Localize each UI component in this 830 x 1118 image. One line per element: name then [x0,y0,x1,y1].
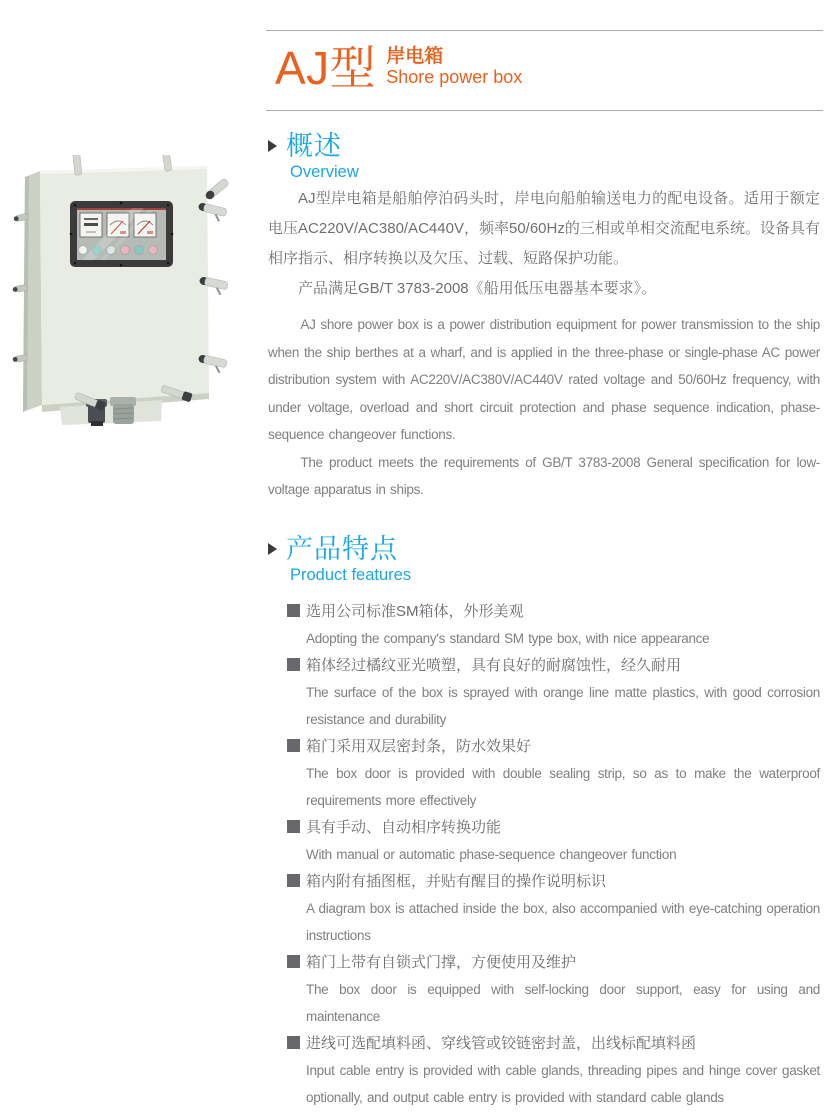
product-name-en: Shore power box [386,67,523,87]
feature-item [287,868,820,949]
bullet-square-icon [287,820,300,833]
divider-under-title [266,110,823,111]
bullet-square-icon [287,955,300,968]
feature-item [287,1030,820,1111]
divider-top [266,30,823,31]
feature-cn: 选用公司标准SM箱体，外形美观 [306,603,524,620]
feature-item [287,814,820,868]
bullet-square-icon [287,739,300,752]
product-model: AJ型 [275,42,377,94]
overview-paragraph-en [268,311,820,504]
meter-window [70,201,174,267]
overview-paragraph-cn [268,184,820,304]
features-heading-cn: 产品特点 [286,534,398,564]
feature-item [287,652,820,733]
cable-gland-icon [110,397,136,424]
feature-cn: 箱门采用双层密封条，防水效果好 [306,738,532,755]
overview-heading-cn: 概述 [286,131,342,161]
feature-en: Input cable entry is provided with cable glands, threading pipes and hinge cover gasket optionally, and output cable entry is provided with standard cable glands [306,1063,820,1105]
features-heading-en: Product features [290,566,412,584]
feature-en: With manual or automatic phase-sequence changeover function [306,847,677,862]
features-section-heading [268,534,411,584]
analog-meter-icon [80,213,102,237]
overview-en-p2: The product meets the requirements of GB/T 3783-2008 General specification for low-voltage apparatus in ships. [268,454,820,497]
feature-cn: 箱门上带有自锁式门撑，方便使用及维护 [306,954,577,971]
bullet-square-icon [287,658,300,671]
page-title [275,42,523,94]
product-photo [10,155,250,440]
product-name-cn: 岸电箱 [386,46,444,67]
feature-en: A diagram box is attached inside the box, also accompanied with eye-catching operation instructions [306,901,820,943]
feature-en: The surface of the box is sprayed with orange line matte plastics, with good corrosion resistance and durability [306,685,820,727]
features-list [287,598,820,1111]
feature-item [287,598,820,652]
section-marker-icon [268,543,277,555]
latch-clamp-icon [204,178,229,201]
overview-cn-p2: 产品满足GB/T 3783-2008《船用低压电器基本要求》。 [298,280,657,297]
feature-item [287,733,820,814]
section-marker-icon [268,140,277,152]
feature-en: The box door is provided with double sealing strip, so as to make the waterproof requirements more effectively [306,766,820,808]
feature-cn: 进线可选配填料函、穿线管或铰链密封盖，出线标配填料函 [306,1035,697,1052]
feature-cn: 箱体经过橘纹亚光喷塑，具有良好的耐腐蚀性，经久耐用 [306,657,682,674]
overview-cn-p1: AJ型岸电箱是船舶停泊码头时，岸电向船舶输送电力的配电设备。适用于额定电压AC220V/AC380/AC440V，频率50/60Hz的三相或单相交流配电系统。设备具有相序指示、相序转换以及欠压、过载、短路保护功能。 [268,190,820,267]
overview-section-heading [268,131,359,181]
bullet-square-icon [287,1036,300,1049]
feature-item [287,949,820,1030]
bullet-square-icon [287,604,300,617]
feature-cn: 箱内附有插图框，并贴有醒目的操作说明标识 [306,873,607,890]
feature-en: Adopting the company's standard SM type box, with nice appearance [306,631,710,646]
feature-en: The box door is equipped with self-locking door support, easy for using and maintenance [306,982,820,1024]
feature-cn: 具有手动、自动相序转换功能 [306,819,502,836]
overview-en-p1: AJ shore power box is a power distribution equipment for power transmission to the ship when the ship berthes at a wharf, and is applied in the three-phase or single-phase AC power distribution system with AC220V/AC380V/AC440V rated voltage and 50/60Hz frequency, with under voltage, overload and short circuit protection and phase sequence indication, phase-sequence changeover functions. [268,317,820,442]
overview-heading-en: Overview [290,163,359,181]
bullet-square-icon [287,874,300,887]
